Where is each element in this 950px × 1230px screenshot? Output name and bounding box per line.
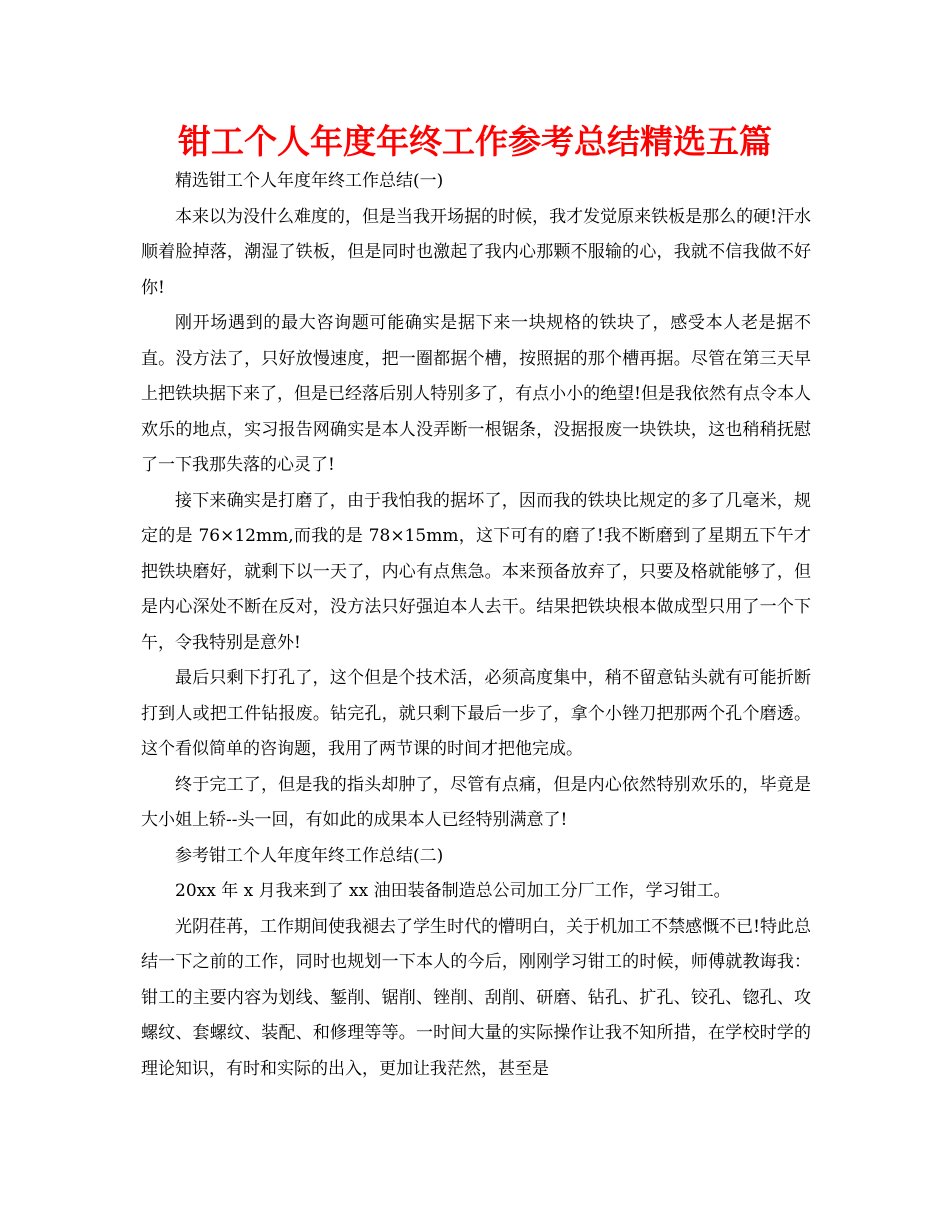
paragraph: 最后只剩下打孔了，这个但是个技术活，必须高度集中，稍不留意钻头就有可能折断打到人或把工件钻报废。钻完孔，就只剩下最后一步了，拿个小锉刀把那两个孔个磨透。这个看似简单的咨询题，我用了两节课的时间才把他完成。: [141, 668, 811, 759]
paragraph: 光阴荏苒，工作期间使我褪去了学生时代的懵明白，关于机加工不禁感慨不已!特此总结一下之前的工作，同时也规划一下本人的今后，刚刚学习钳工的时候，师傅就教诲我：钳工的主要内容为划线、錾削、锯削、锉削、刮削、研磨、钻孔、扩孔、铰孔、锪孔、攻螺纹、套螺纹、装配、和修理等等。一时间大量的实际操作让我不知所措，在学校时学的理论知识，有时和实际的出入，更加让我茫然，甚至是: [141, 916, 811, 1079]
document-title: 钳工个人年度年终工作参考总结精选五篇: [178, 122, 772, 161]
paragraph: 本来以为没什么难度的，但是当我开场据的时候，我才发觉原来铁板是那么的硬!汗水顺着脸掉落，潮湿了铁板，但是同时也激起了我内心那颗不服输的心，我就不信我做不好你!: [141, 206, 811, 298]
document-body: [141, 164, 811, 1087]
section-heading-2: 参考钳工个人年度年终工作总结(二): [175, 845, 444, 866]
section-heading-1: 精选钳工个人年度年终工作总结(一): [175, 171, 444, 191]
paragraph: 刚开场遇到的最大咨询题可能确实是据下来一块规格的铁块了，感受本人老是据不直。没方法了，只好放慢速度，把一圈都据个槽，按照据的那个槽再据。尽管在第三天早上把铁块据下来了，但是已经落后别人特别多了，有点小小的绝望!但是我依然有点令本人欢乐的地点，实习报告网确实是本人没弄断一根锯条，没据报废一块铁块，这也稍稍抚慰了一下我那失落的心灵了!: [141, 313, 811, 475]
paragraph: 接下来确实是打磨了，由于我怕我的据坏了，因而我的铁块比规定的多了几毫米，规定的是 76×12mm,而我的是 78×15mm，这下可有的磨了!我不断磨到了星期五下午才把铁块磨好，就剩下以一天了，内心有点焦急。本来预备放弃了，只要及格就能够了，但是内心深处不断在反对，没方法只好强迫本人去干。结果把铁块根本做成型只用了一个下午，令我特别是意外!: [141, 490, 811, 653]
paragraph: 终于完工了，但是我的指头却肿了，尽管有点痛，但是内心依然特别欢乐的，毕竟是大小姐上轿--头一回，有如此的成果本人已经特别满意了!: [141, 774, 811, 830]
paragraph: 20xx 年 x 月我来到了 xx 油田装备制造总公司加工分厂工作，学习钳工。: [175, 881, 731, 901]
